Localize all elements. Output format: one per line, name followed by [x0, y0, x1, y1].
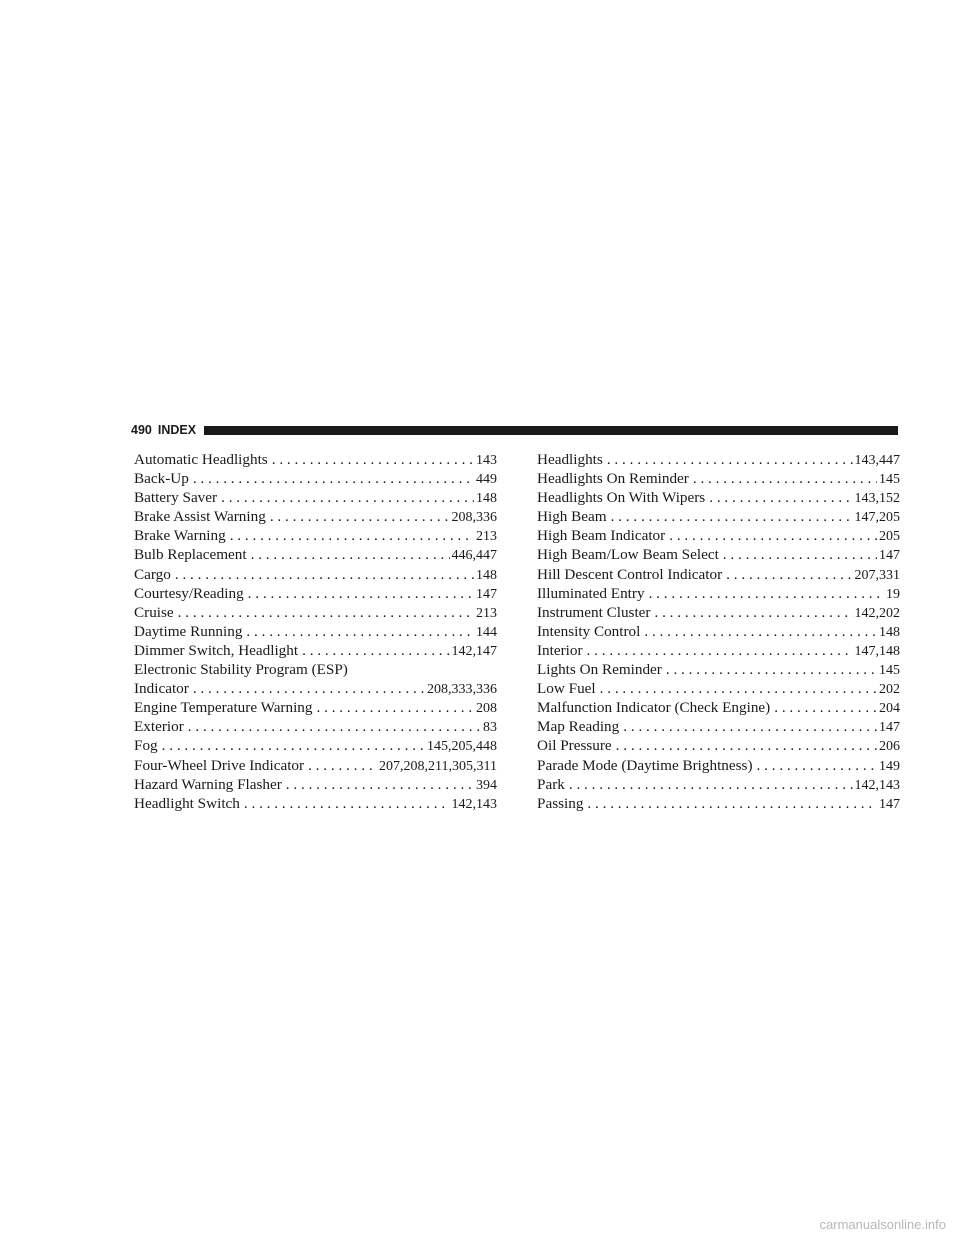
dot-leader: [230, 526, 474, 545]
index-term: Malfunction Indicator (Check Engine): [537, 699, 771, 717]
dot-leader: [666, 660, 877, 679]
index-page-refs: 446,447: [451, 548, 497, 564]
index-term: Headlights On Reminder: [537, 470, 689, 488]
index-term: Headlight Switch: [134, 794, 240, 812]
index-page-refs: 204: [879, 701, 900, 717]
index-entry: [537, 698, 900, 717]
index-entry: [134, 603, 497, 622]
dot-leader: [317, 698, 475, 717]
index-term: Headlights On With Wipers: [537, 489, 706, 507]
dot-leader: [644, 622, 877, 641]
index-term: High Beam/Low Beam Select: [537, 546, 719, 564]
index-entry: [134, 736, 497, 755]
index-page-refs: 145: [879, 472, 900, 488]
index-entry: [537, 545, 900, 564]
index-entry: [134, 794, 497, 813]
dot-leader: [286, 775, 474, 794]
dot-leader: [654, 603, 852, 622]
dot-leader: [569, 775, 853, 794]
index-entry: [134, 679, 497, 698]
section-title: INDEX: [157, 423, 197, 437]
index-page-refs: 83: [483, 720, 497, 736]
page-header: [131, 422, 898, 438]
index-page-refs: 148: [476, 567, 497, 583]
index-entry: [537, 584, 900, 603]
footer: [0, 1217, 960, 1232]
index-page-refs: 202: [879, 682, 900, 698]
index-entry: [134, 526, 497, 545]
dot-leader: [600, 679, 877, 698]
dot-leader: [178, 603, 474, 622]
index-page-refs: 449: [476, 472, 497, 488]
watermark-text: carmanualsonline.info: [819, 1217, 946, 1232]
index-entry: [134, 584, 497, 603]
dot-leader: [709, 488, 852, 507]
page-number: 490: [131, 423, 152, 437]
index-term: Exterior: [134, 718, 184, 736]
dot-leader: [193, 469, 474, 488]
index-page-refs: 207,208,211,305,311: [379, 758, 497, 774]
dot-leader: [193, 679, 425, 698]
dot-leader: [308, 756, 377, 775]
index-term: Brake Warning: [134, 527, 226, 545]
index-term: High Beam: [537, 508, 607, 526]
index-page-refs: 147: [879, 548, 900, 564]
index-term: Oil Pressure: [537, 737, 612, 755]
index-entry: [537, 603, 900, 622]
index-term: Electronic Stability Program (ESP): [134, 661, 348, 679]
index-entry: [134, 469, 497, 488]
index-column-left: [134, 450, 497, 813]
index-page-refs: 213: [476, 605, 497, 621]
dot-leader: [726, 565, 852, 584]
index-page-refs: 206: [879, 739, 900, 755]
dot-leader: [623, 717, 877, 736]
index-entry: [134, 756, 497, 775]
index-term: Bulb Replacement: [134, 546, 247, 564]
header-rule: [204, 426, 898, 435]
index-page-refs: 143,152: [854, 491, 900, 507]
index-entry: [537, 565, 900, 584]
index-term: Park: [537, 775, 565, 793]
index-entry: [537, 775, 900, 794]
dot-leader: [587, 641, 853, 660]
index-term: Hill Descent Control Indicator: [537, 565, 723, 583]
index-page-refs: 149: [879, 758, 900, 774]
index-entry: [537, 622, 900, 641]
index-entry: [134, 545, 497, 564]
index-page-refs: 147: [879, 796, 900, 812]
index-page-refs: 213: [476, 529, 497, 545]
index-page-refs: 145: [879, 663, 900, 679]
index-entry: [537, 526, 900, 545]
index-term: Interior: [537, 641, 583, 659]
index-page-refs: 19: [886, 586, 900, 602]
dot-leader: [248, 584, 474, 603]
index-entry: [537, 717, 900, 736]
dot-leader: [221, 488, 474, 507]
index-term: Passing: [537, 794, 584, 812]
index-page-refs: 208,336: [451, 510, 497, 526]
index-term: Battery Saver: [134, 489, 218, 507]
index-entry: [537, 641, 900, 660]
index-entry: [537, 794, 900, 813]
index-page-refs: 143,447: [854, 453, 900, 468]
dot-leader: [270, 507, 450, 526]
dot-leader: [611, 507, 853, 526]
dot-leader: [302, 641, 449, 660]
index-page-refs: 147: [476, 586, 497, 602]
index-entry: [134, 660, 497, 679]
index-term: Headlights: [537, 451, 603, 468]
index-entry: [537, 756, 900, 775]
dot-leader: [272, 450, 474, 469]
index-term: Engine Temperature Warning: [134, 699, 313, 717]
index-entry: [537, 507, 900, 526]
index-page-refs: 145,205,448: [427, 739, 497, 755]
index-entry: [134, 488, 497, 507]
dot-leader: [616, 736, 877, 755]
index-term: Dimmer Switch, Headlight: [134, 641, 299, 659]
index-term: Courtesy/Reading: [134, 584, 244, 602]
index-entry: [134, 622, 497, 641]
index-entry: [537, 736, 900, 755]
index-page-refs: 208: [476, 701, 497, 717]
dot-leader: [693, 469, 877, 488]
index-entry: [134, 717, 497, 736]
dot-leader: [188, 717, 481, 736]
index-term: Lights On Reminder: [537, 661, 662, 679]
index-entry: [537, 469, 900, 488]
index-term: Cruise: [134, 603, 174, 621]
index-entry: [134, 507, 497, 526]
index-term: Cargo: [134, 565, 171, 583]
index-page-refs: 147: [879, 720, 900, 736]
index-term: Parade Mode (Daytime Brightness): [537, 756, 753, 774]
index-entry: [537, 450, 900, 469]
index-page-refs: 142,147: [451, 643, 497, 659]
dot-leader: [587, 794, 877, 813]
index-page-refs: 142,143: [854, 777, 900, 793]
index-term: Map Reading: [537, 718, 620, 736]
index-term: Indicator: [134, 680, 189, 698]
index-term: Back-Up: [134, 470, 189, 488]
index-entry: [537, 660, 900, 679]
index-page-refs: 208,333,336: [427, 682, 497, 698]
index-entry: [537, 679, 900, 698]
index-term: Hazard Warning Flasher: [134, 775, 282, 793]
index-page-refs: 394: [476, 777, 497, 793]
index-page-refs: 147,148: [854, 643, 900, 659]
dot-leader: [244, 794, 450, 813]
index-page-refs: 143: [476, 453, 497, 468]
index-entry: [134, 775, 497, 794]
index-entry: [134, 565, 497, 584]
dot-leader: [162, 736, 425, 755]
dot-leader: [669, 526, 877, 545]
index-term: Low Fuel: [537, 680, 596, 698]
dot-leader: [246, 622, 474, 641]
index-term: Fog: [134, 737, 158, 755]
dot-leader: [175, 565, 474, 584]
index-entry: [134, 698, 497, 717]
dot-leader: [607, 450, 853, 469]
dot-leader: [723, 545, 877, 564]
index-term: Illuminated Entry: [537, 584, 645, 602]
index-term: Brake Assist Warning: [134, 508, 266, 526]
index-entry: [134, 450, 497, 469]
index-term: Instrument Cluster: [537, 603, 651, 621]
index-page-refs: 142,143: [451, 796, 497, 812]
index-term: Intensity Control: [537, 622, 641, 640]
index-page-refs: 144: [476, 624, 497, 640]
index-entry: [537, 488, 900, 507]
index-term: High Beam Indicator: [537, 527, 666, 545]
dot-leader: [251, 545, 450, 564]
index-page-refs: 205: [879, 529, 900, 545]
index-page-refs: 207,331: [854, 567, 900, 583]
index-page-refs: 148: [879, 624, 900, 640]
index-page-refs: 147,205: [854, 510, 900, 526]
index-term: Daytime Running: [134, 622, 243, 640]
dot-leader: [649, 584, 884, 603]
dot-leader: [774, 698, 877, 717]
index-page-refs: 148: [476, 491, 497, 507]
index-term: Automatic Headlights: [134, 451, 268, 468]
index-column-right: [537, 450, 900, 813]
index-entry: [134, 641, 497, 660]
index-term: Four-Wheel Drive Indicator: [134, 756, 305, 774]
dot-leader: [757, 756, 877, 775]
index-page-refs: 142,202: [854, 605, 900, 621]
